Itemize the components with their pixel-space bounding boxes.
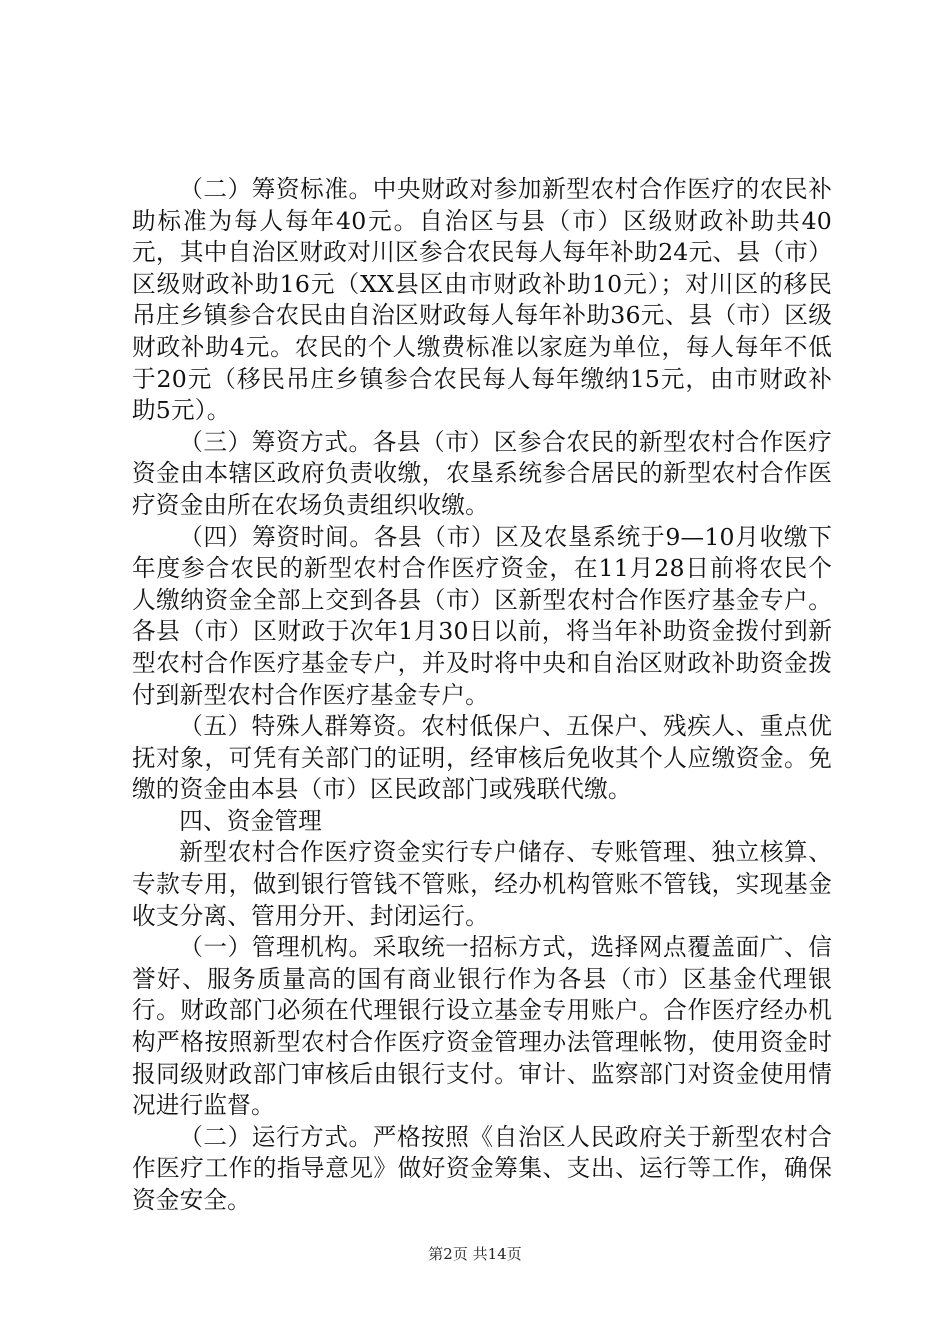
document-body (132, 174, 832, 1217)
page-number-footer: 第2页 共14页 (428, 1245, 522, 1263)
paragraph-fundraising-standard: （二）筹资标准。中央财政对参加新型农村合作医疗的农民补助标准为每人每年40元。自治区与县（市）区级财政补助共40元，其中自治区财政对川区参合农民每人每年补助24元、县（市）区级财政补助16元（XX县区由市财政补助10元）；对川区的移民吊庄乡镇参合农民由自治区财政每人每年补助36元、县（市）区级财政补助4元。农民的个人缴费标准以家庭为单位，每人每年不低于20元（移民吊庄乡镇参合农民每人每年缴纳15元，由市财政补助5元）。 (132, 175, 832, 425)
paragraph-operation-method: （二）运行方式。严格按照《自治区人民政府关于新型农村合作医疗工作的指导意见》做好资金筹集、支出、运行等工作，确保资金安全。 (132, 1122, 832, 1214)
paragraph-fundraising-time: （四）筹资时间。各县（市）区及农垦系统于9—10月收缴下年度参合农民的新型农村合作医疗资金，在11月28日前将农民个人缴纳资金全部上交到各县（市）区新型农村合作医疗基金专户。各县（市）区财政于次年1月30日以前，将当年补助资金拨付到新型农村合作医疗基金专户，并及时将中央和自治区财政补助资金拨付到新型农村合作医疗基金专户。 (132, 522, 832, 709)
paragraph-fundraising-method: （三）筹资方式。各县（市）区参合农民的新型农村合作医疗资金由本辖区政府负责收缴，农垦系统参合居民的新型农村合作医疗资金由所在农场负责组织收缴。 (132, 427, 832, 519)
paragraph-special-groups: （五）特殊人群筹资。农村低保户、五保户、残疾人、重点优抚对象，可凭有关部门的证明，经审核后免收其个人应缴资金。免缴的资金由本县（市）区民政部门或残联代缴。 (132, 712, 832, 804)
section-heading-fund-management: 四、资金管理 (179, 806, 322, 835)
paragraph-fund-management-intro: 新型农村合作医疗资金实行专户储存、专账管理、独立核算、专款专用，做到银行管钱不管账，经办机构管账不管钱，实现基金收支分离、管用分开、封闭运行。 (132, 838, 832, 930)
paragraph-management-agency: （一）管理机构。采取统一招标方式，选择网点覆盖面广、信誉好、服务质量高的国有商业银行作为各县（市）区基金代理银行。财政部门必须在代理银行设立基金专用账户。合作医疗经办机构严格按照新型农村合作医疗资金管理办法管理帐物，使用资金时报同级财政部门审核后由银行支付。审计、监察部门对资金使用情况进行监督。 (132, 933, 832, 1120)
